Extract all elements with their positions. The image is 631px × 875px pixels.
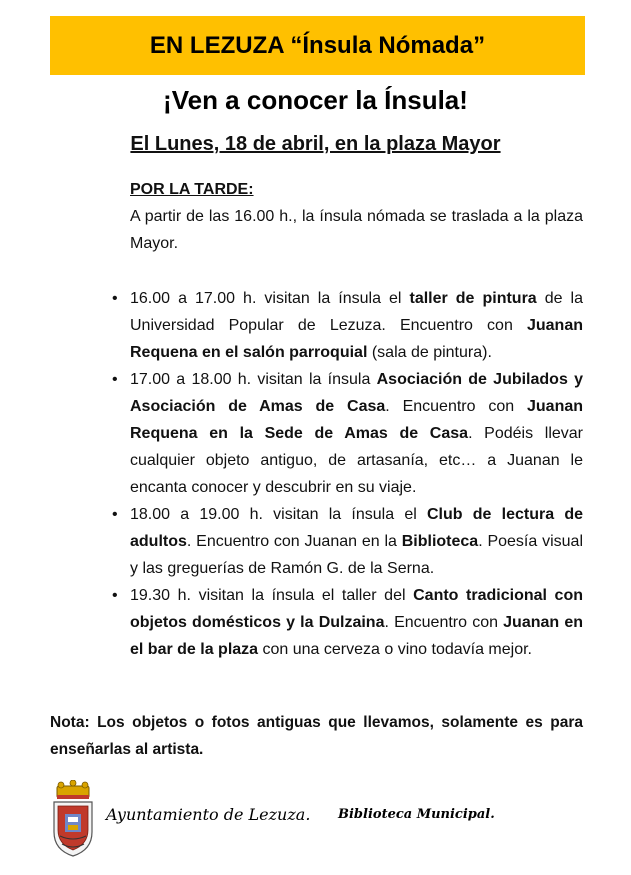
schedule-item: [102, 285, 583, 366]
subtitle: ¡Ven a conocer la Ínsula!: [163, 85, 468, 115]
footer-library: Biblioteca Municipal.: [338, 807, 495, 822]
schedule-list: [102, 285, 583, 663]
afternoon-section: [130, 176, 583, 257]
banner-title: EN LEZUZA “Ínsula Nómada”: [149, 31, 486, 59]
schedule-text: 16.00 a 17.00 h. visitan la ínsula el: [130, 290, 410, 307]
schedule-text: . Podéis llevar cualquier objeto antiguo, de artasanía, etc… a Juanan le encanta conocer y descubrir en su viaje.: [130, 425, 583, 496]
bullet-icon: •: [112, 587, 118, 604]
schedule-text: . Encuentro con Juanan en la: [186, 533, 402, 550]
schedule-highlight: Juanan en el bar de la plaza: [130, 614, 584, 658]
title-banner: [50, 16, 585, 75]
section-heading: POR LA TARDE:: [130, 181, 254, 198]
schedule-item: [102, 366, 583, 501]
coat-of-arms-icon: [48, 780, 98, 860]
bullet-icon: •: [112, 371, 118, 388]
schedule-text: . Encuentro con: [384, 614, 504, 631]
schedule-text: 19.30 h. visitan la ínsula el taller del: [130, 587, 414, 604]
schedule-text: . Poesía visual y las greguerías de Ramón G. de la Serna.: [130, 533, 584, 577]
schedule-highlight: Canto tradicional con objetos domésticos y la Dulzaina: [130, 587, 583, 631]
schedule-item: [102, 582, 583, 663]
schedule-highlight: Club de lectura de adultos: [130, 506, 583, 550]
bullet-icon: •: [112, 290, 118, 307]
section-intro-text: A partir de las 16.00 h., la ínsula nómada se traslada a la plaza Mayor.: [130, 208, 583, 252]
schedule-highlight: taller de pintura: [409, 290, 537, 307]
schedule-text: . Encuentro con: [385, 398, 527, 415]
schedule-highlight: Juanan Requena en la Sede de Amas de Casa: [130, 398, 584, 442]
schedule-text: con una cerveza o vino todavía mejor.: [258, 641, 532, 658]
schedule-highlight: Juanan Requena en el salón parroquial: [130, 317, 583, 361]
schedule-item: [102, 501, 583, 582]
note-paragraph: Nota: Los objetos o fotos antiguas que llevamos, solamente es para enseñarlas al artista.: [50, 714, 583, 758]
footer-town-hall: Ayuntamiento de Lezuza.: [106, 805, 311, 824]
footer: [48, 780, 588, 860]
schedule-highlight: Asociación de Jubilados y Asociación de Amas de Casa: [130, 371, 584, 415]
bullet-icon: •: [112, 506, 118, 523]
schedule-text: 18.00 a 19.00 h. visitan la ínsula el: [130, 506, 427, 523]
schedule-text: 17.00 a 18.00 h. visitan la ínsula: [130, 371, 377, 388]
schedule-highlight: Biblioteca: [401, 533, 479, 550]
schedule-text: (sala de pintura).: [367, 344, 492, 361]
event-dateline: El Lunes, 18 de abril, en la plaza Mayor: [130, 133, 501, 155]
schedule-text: de la Universidad Popular de Lezuza. Encuentro con: [130, 290, 583, 334]
